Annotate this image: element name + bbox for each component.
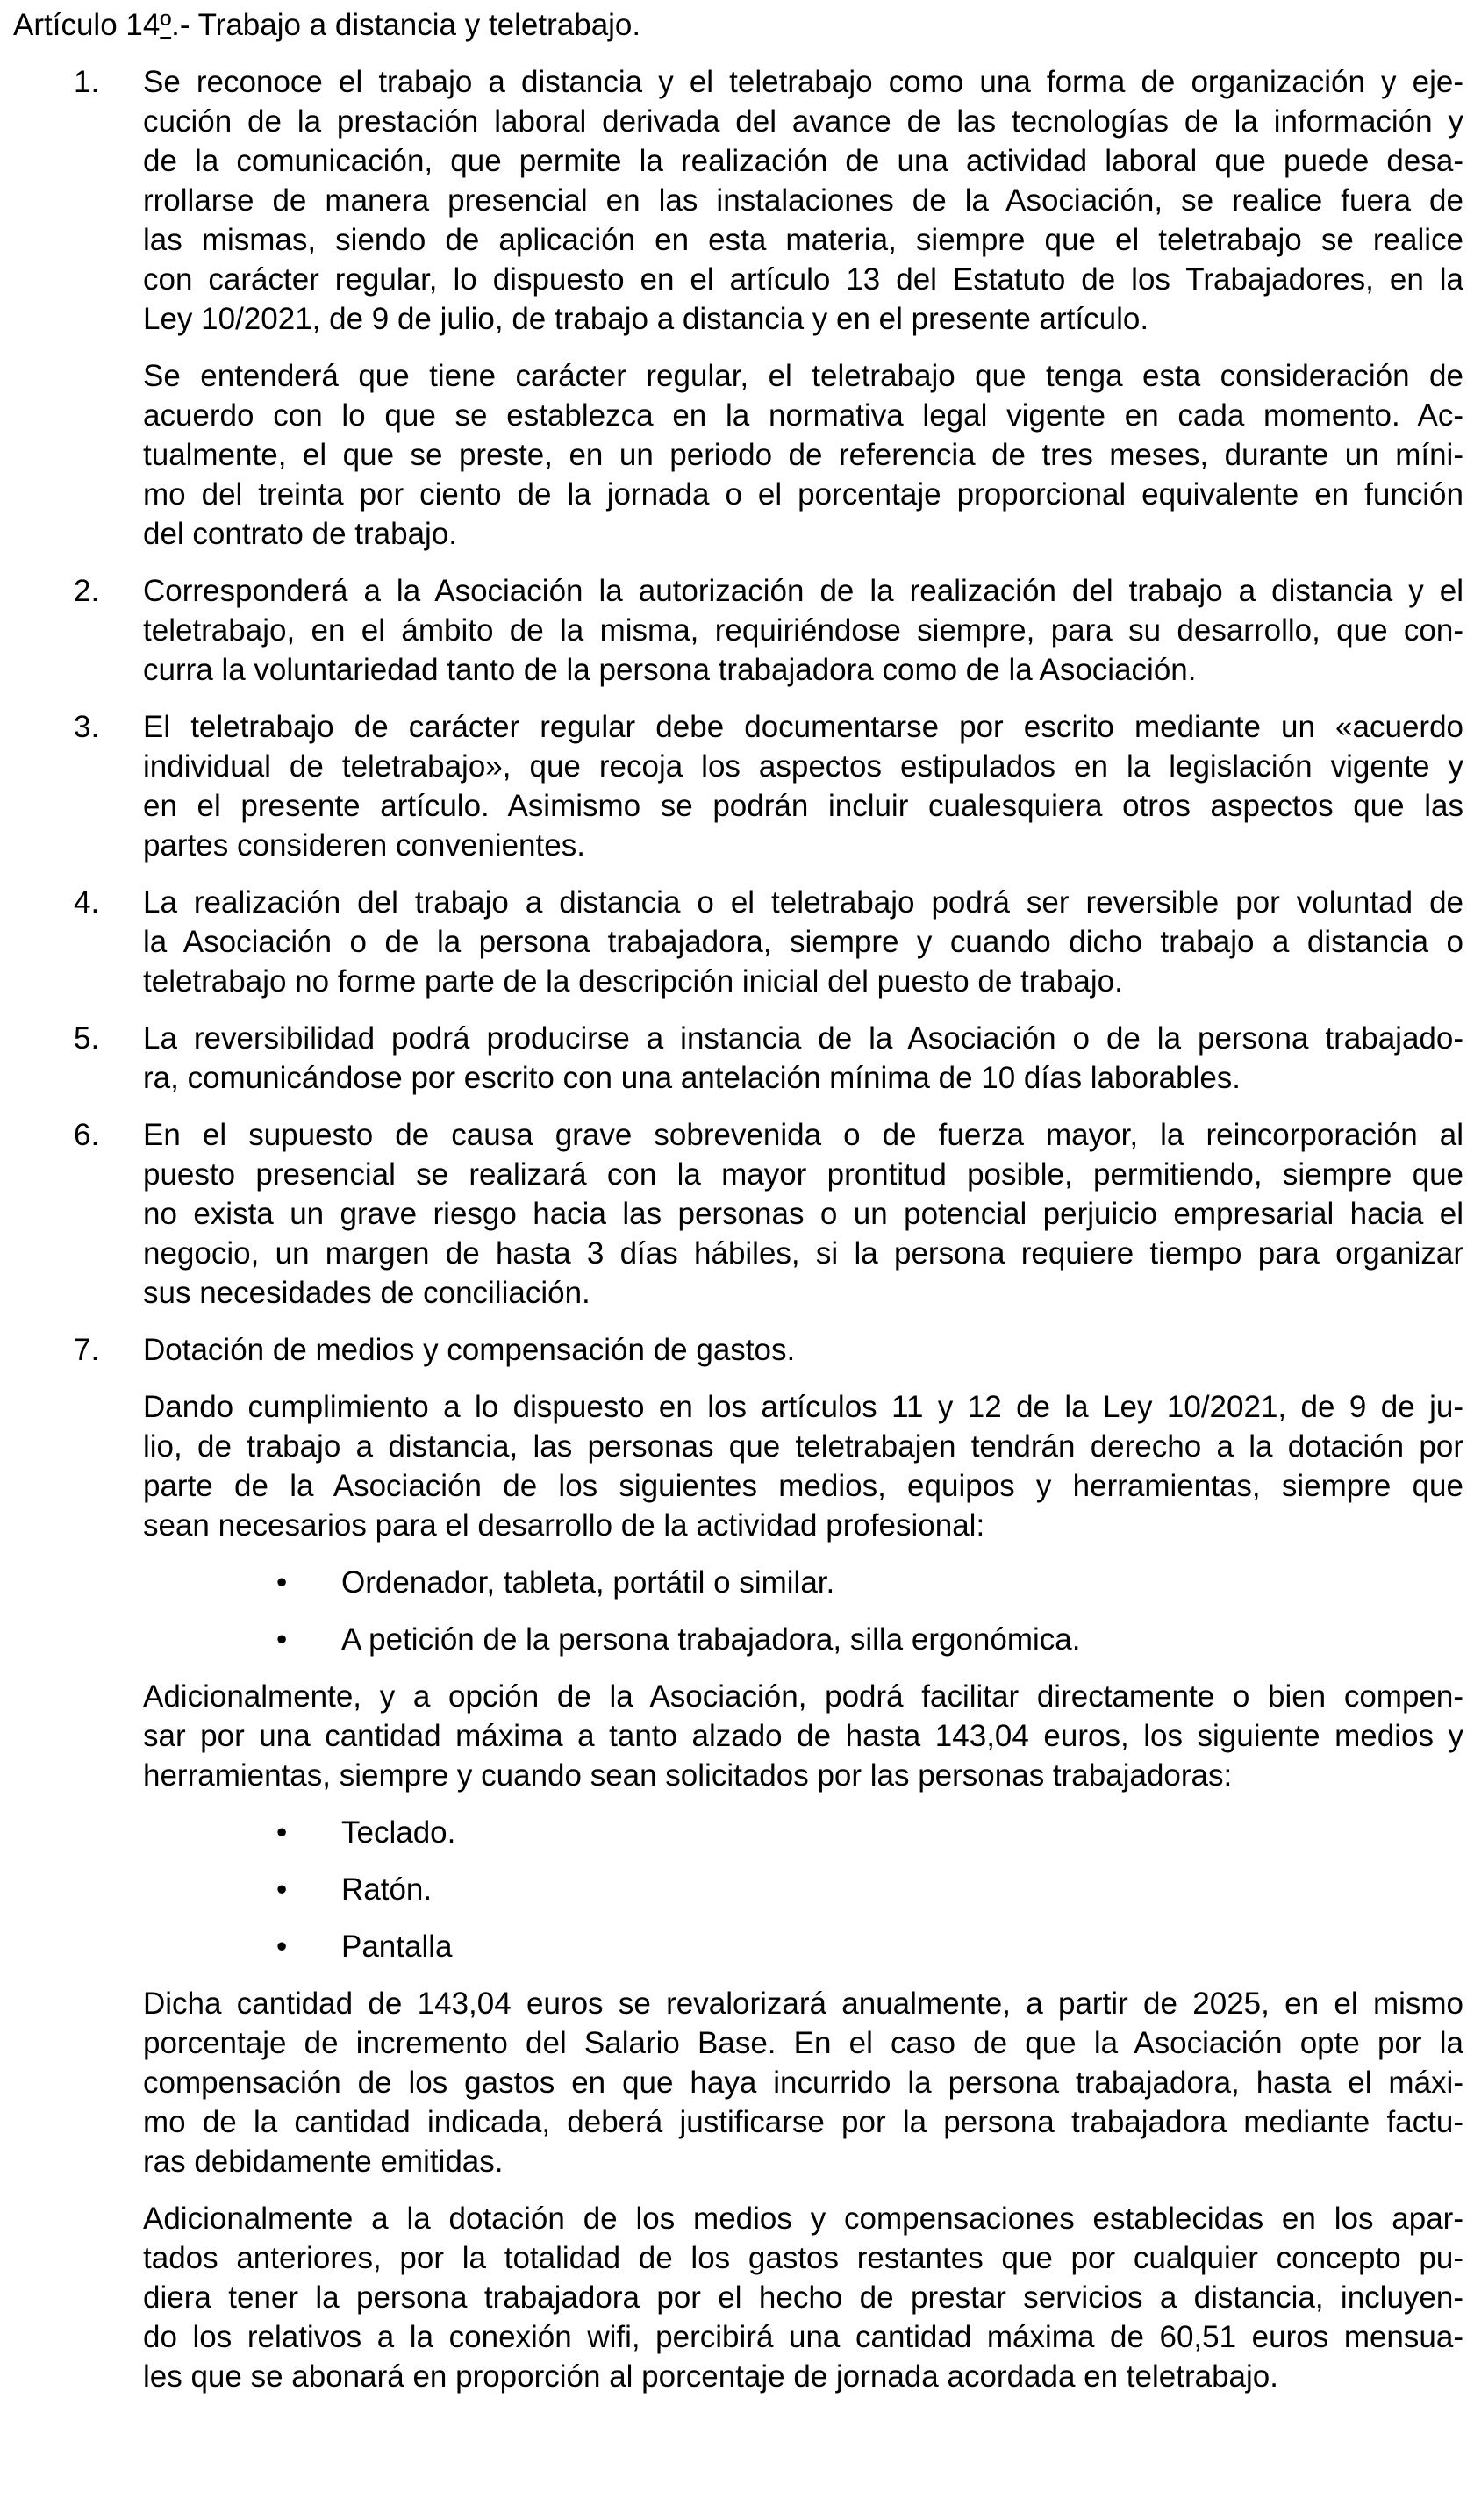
text-line: Se entenderá que tiene carácter regular, el teletrabajo que tenga esta consideración de: [143, 359, 1463, 393]
text-line: sus necesidades de conciliación.: [143, 1276, 590, 1310]
bullet-icon: •: [276, 1815, 288, 1850]
article-title: [13, 5, 1474, 45]
text-line: ra, comunicándose por escrito con una antelación mínima de 10 días laborables.: [143, 1061, 1241, 1095]
text-line: parte de la Asociación de los siguientes medios, equipos y herramientas, siempre que: [143, 1469, 1463, 1503]
text-line: Ley 10/2021, de 9 de julio, de trabajo a distancia y en el presente artículo.: [143, 302, 1149, 336]
item-body: [143, 707, 1463, 883]
item-body: [143, 883, 1463, 1019]
text-line: El teletrabajo de carácter regular debe documentarse por escrito mediante un «acuerdo: [143, 710, 1463, 744]
text-line: lio, de trabajo a distancia, las personas que teletrabajen tendrán derecho a la dotación por: [143, 1429, 1463, 1464]
article-title-suffix: .- Trabajo a distancia y teletrabajo.: [171, 8, 641, 42]
article-title-prefix: Artículo 14: [13, 8, 161, 42]
text-line: partes consideren convenientes.: [143, 828, 585, 863]
article-list: [0, 62, 1474, 2414]
text-line: les que se abonará en proporción al porcentaje de jornada acordada en teletrabajo.: [143, 2359, 1278, 2394]
paragraph: [143, 2199, 1463, 2396]
text-line: tualmente, el que se preste, en un periodo de referencia de tres meses, durante un míni-: [143, 438, 1463, 472]
text-line: Dicha cantidad de 143,04 euros se revalorizará anualmente, a partir de 2025, en el mismo: [143, 1987, 1463, 2021]
text-line: Corresponderá a la Asociación la autorización de la realización del trabajo a distancia y el: [143, 574, 1463, 608]
text-line: Dotación de medios y compensación de gastos.: [143, 1333, 796, 1367]
text-line: La reversibilidad podrá producirse a instancia de la Asociación o de la persona trabajado-: [143, 1021, 1463, 1056]
item-body: [143, 1330, 1463, 2414]
text-line: teletrabajo, en el ámbito de la misma, requiriéndose siempre, para su desarrollo, que con-: [143, 613, 1463, 648]
bullet-icon: •: [276, 1872, 288, 1907]
text-line: puesto presencial se realizará con la mayor prontitud posible, permitiendo, siempre que: [143, 1157, 1463, 1192]
item-body: [143, 62, 1463, 571]
list-item-5: [74, 1019, 1474, 1115]
bullet-item: [276, 1620, 1463, 1659]
list-item-2: [74, 571, 1474, 707]
text-line: con carácter regular, lo dispuesto en el artículo 13 del Estatuto de los Trabajadores, en la: [143, 262, 1463, 297]
ordinal-indicator: º: [160, 8, 172, 42]
paragraph: [143, 62, 1463, 339]
text-line: cución de la prestación laboral derivada del avance de las tecnologías de la información y: [143, 104, 1463, 139]
list-item-1: [74, 62, 1474, 571]
paragraph: [143, 1387, 1463, 1545]
text-line: en el presente artículo. Asimismo se podrán incluir cualesquiera otros aspectos que las: [143, 789, 1463, 823]
paragraph: [143, 356, 1463, 554]
paragraph: [143, 1330, 1463, 1370]
text-line: porcentaje de incremento del Salario Base. En el caso de que la Asociación opte por la: [143, 2026, 1463, 2060]
bullet-item: [276, 1563, 1463, 1602]
item-number: 4.: [74, 885, 100, 920]
bullet-icon: •: [276, 1622, 288, 1657]
item-body: [143, 1019, 1463, 1115]
bullet-item: [276, 1927, 1463, 1966]
bullet-text: A petición de la persona trabajadora, silla ergonómica.: [341, 1622, 1081, 1657]
item-number: 2.: [74, 574, 100, 608]
text-line: La realización del trabajo a distancia o el teletrabajo podrá ser reversible por voluntad de: [143, 885, 1463, 920]
item-number: 1.: [74, 65, 100, 99]
text-line: herramientas, siempre y cuando sean solicitados por las personas trabajadoras:: [143, 1758, 1233, 1793]
text-line: mo del treinta por ciento de la jornada o el porcentaje proporcional equivalente en función: [143, 477, 1463, 512]
paragraph: [143, 1677, 1463, 1795]
bullet-text: Ordenador, tableta, portátil o similar.: [341, 1565, 835, 1600]
bullet-text: Pantalla: [341, 1929, 453, 1964]
text-line: la Asociación o de la persona trabajadora, siempre y cuando dicho trabajo a distancia o: [143, 925, 1463, 959]
text-line: Adicionalmente a la dotación de los medios y compensaciones establecidas en los apar-: [143, 2201, 1463, 2236]
item-number: 5.: [74, 1021, 100, 1056]
item-number: 3.: [74, 710, 100, 744]
text-line: del contrato de trabajo.: [143, 517, 458, 551]
text-line: negocio, un margen de hasta 3 días hábiles, si la persona requiere tiempo para organizar: [143, 1236, 1463, 1271]
list-item-4: [74, 883, 1474, 1019]
paragraph: [143, 571, 1463, 690]
bullet-item: [276, 1813, 1463, 1852]
text-line: Se reconoce el trabajo a distancia y el teletrabajo como una forma de organización y eje-: [143, 65, 1463, 99]
text-line: Dando cumplimiento a lo dispuesto en los artículos 11 y 12 de la Ley 10/2021, de 9 de ju-: [143, 1390, 1463, 1424]
text-line: En el supuesto de causa grave sobrevenida o de fuerza mayor, la reincorporación al: [143, 1118, 1463, 1152]
text-line: do los relativos a la conexión wifi, percibirá una cantidad máxima de 60,51 euros mensua-: [143, 2320, 1463, 2354]
text-line: diera tener la persona trabajadora por el hecho de prestar servicios a distancia, incluyen-: [143, 2280, 1463, 2315]
paragraph: [143, 1019, 1463, 1098]
bullet-icon: •: [276, 1929, 288, 1964]
list-item-6: [74, 1115, 1474, 1330]
item-number: 7.: [74, 1333, 100, 1367]
bullet-text: Teclado.: [341, 1815, 456, 1850]
list-item-7: [74, 1330, 1474, 2414]
paragraph: [143, 1984, 1463, 2181]
text-line: mo de la cantidad indicada, deberá justificarse por la persona trabajadora mediante factu-: [143, 2105, 1463, 2139]
text-line: individual de teletrabajo», que recoja los aspectos estipulados en la legislación vigente y: [143, 749, 1463, 784]
text-line: las mismas, siendo de aplicación en esta materia, siempre que el teletrabajo se realice: [143, 223, 1463, 257]
bullet-icon: •: [276, 1565, 288, 1600]
text-line: rrollarse de manera presencial en las instalaciones de la Asociación, se realice fuera de: [143, 183, 1463, 218]
text-line: ras debidamente emitidas.: [143, 2144, 504, 2179]
text-line: tados anteriores, por la totalidad de los gastos restantes que por cualquier concepto pu-: [143, 2241, 1463, 2275]
paragraph: [143, 883, 1463, 1001]
item-body: [143, 1115, 1463, 1330]
text-line: Adicionalmente, y a opción de la Asociación, podrá facilitar directamente o bien compen-: [143, 1679, 1463, 1714]
list-item-3: [74, 707, 1474, 883]
text-line: acuerdo con lo que se establezca en la normativa legal vigente en cada momento. Ac-: [143, 398, 1463, 433]
text-line: sar por una cantidad máxima a tanto alzado de hasta 143,04 euros, los siguiente medios y: [143, 1719, 1463, 1753]
text-line: teletrabajo no forme parte de la descripción inicial del puesto de trabajo.: [143, 964, 1123, 999]
item-number: 6.: [74, 1118, 100, 1152]
text-line: sean necesarios para el desarrollo de la actividad profesional:: [143, 1508, 985, 1543]
bullet-item: [276, 1870, 1463, 1909]
text-line: de la comunicación, que permite la realización de una actividad laboral que puede desa-: [143, 144, 1463, 178]
text-line: curra la voluntariedad tanto de la persona trabajadora como de la Asociación.: [143, 653, 1197, 687]
item-body: [143, 571, 1463, 707]
text-line: no exista un grave riesgo hacia las personas o un potencial perjuicio empresarial hacia el: [143, 1197, 1463, 1231]
paragraph: [143, 1115, 1463, 1313]
text-line: compensación de los gastos en que haya incurrido la persona trabajadora, hasta el máxi-: [143, 2065, 1463, 2100]
paragraph: [143, 707, 1463, 865]
bullet-text: Ratón.: [341, 1872, 433, 1907]
